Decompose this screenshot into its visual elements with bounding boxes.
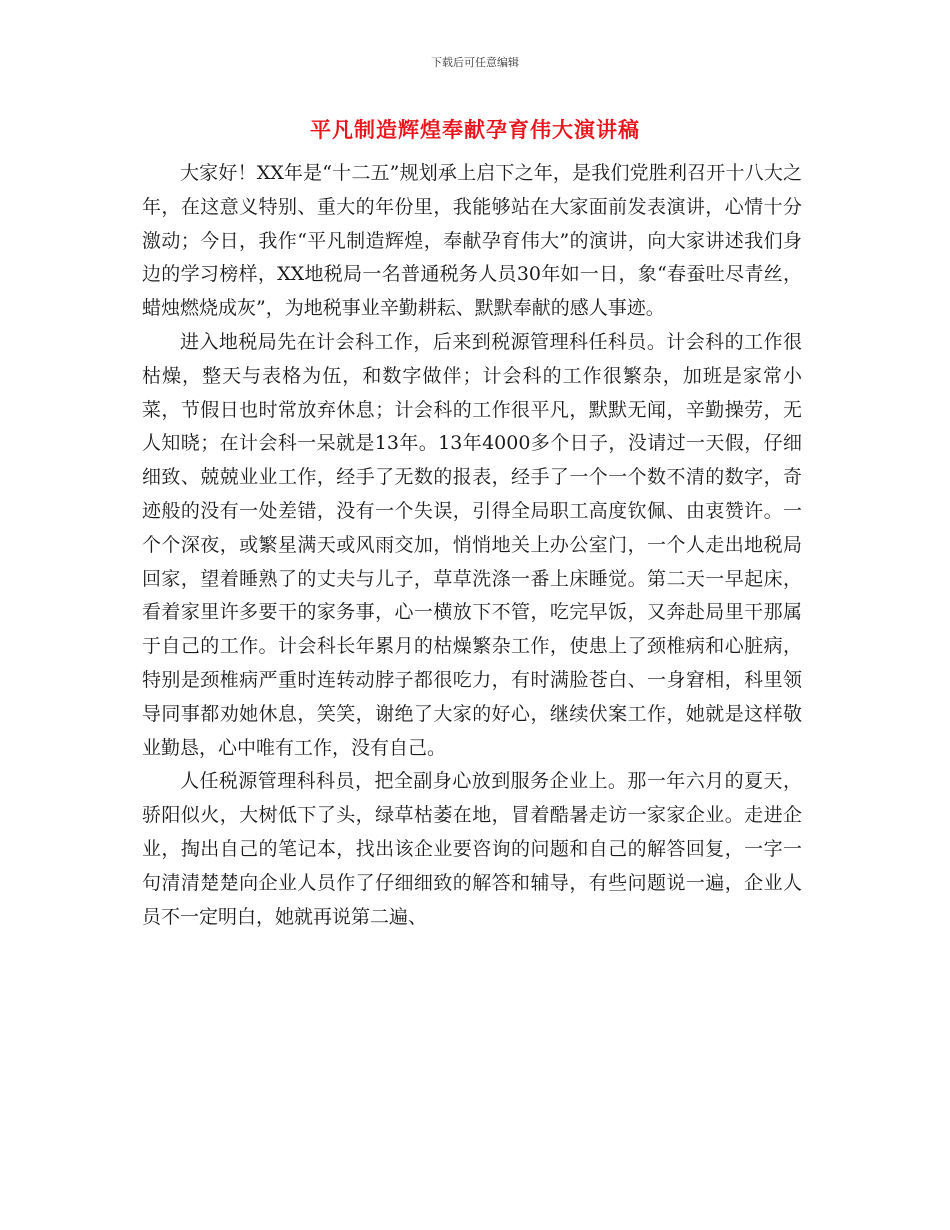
header-note: 下载后可任意编辑: [431, 56, 519, 69]
paragraph-3: 人任税源管理科科员，把全副身心放到服务企业上。那一年六月的夏天，骄阳似火，大树低下了头，绿草枯萎在地，冒着酷暑走访一家家企业。走进企业，掏出自己的笔记本，找出该企业要咨询的问题和自己的解答回复，一字一句清清楚楚向企业人员作了仔细细致的解答和辅导，有些问题说一遍，企业人员不一定明白，她就再说第二遍、: [142, 770, 802, 928]
paragraph-1: 大家好！XX年是“十二五”规划承上启下之年，是我们党胜利召开十八大之年，在这意义特别、重大的年份里，我能够站在大家面前发表演讲，心情十分激动；今日，我作“平凡制造辉煌，奉献孕育伟大”的演讲，向大家讲述我们身边的学习榜样，XX地税局一名普通税务人员30年如一日，象“春蚕吐尽青丝，蜡烛燃烧成灰”，为地税事业辛勤耕耘、默默奉献的感人事迹。: [142, 162, 802, 320]
paragraph-2: 进入地税局先在计会科工作，后来到税源管理科任科员。计会科的工作很枯燥，整天与表格为伍，和数字做伴；计会科的工作很繁杂，加班是家常小菜，节假日也时常放弃休息；计会科的工作很平凡，默默无闻，辛勤操劳，无人知晓；在计会科一呆就是13年。13年4000多个日子，没请过一天假，仔细细致、兢兢业业工作，经手了无数的报表，经手了一个一个数不清的数字，奇迹般的没有一处差错，没有一个失误，引得全局职工高度钦佩、由衷赞许。一个个深夜，或繁星满天或风雨交加，悄悄地关上办公室门，一个人走出地税局回家，望着睡熟了的丈夫与儿子，草草洗涤一番上床睡觉。第二天一早起床，看着家里许多要干的家务事，心一横放下不管，吃完早饭，又奔赴局里干那属于自己的工作。计会科长年累月的枯燥繁杂工作，使患上了颈椎病和心脏病，特别是颈椎病严重时连转动脖子都很吃力，有时满脸苍白、一身窘相，科里领导同事都劝她休息，笑笑，谢绝了大家的好心，继续伏案工作，她就是这样敬业勤恳，心中唯有工作，没有自己。: [142, 330, 802, 759]
document-title: 平凡制造辉煌奉献孕育伟大演讲稿: [310, 117, 640, 142]
document-body: [142, 157, 802, 934]
